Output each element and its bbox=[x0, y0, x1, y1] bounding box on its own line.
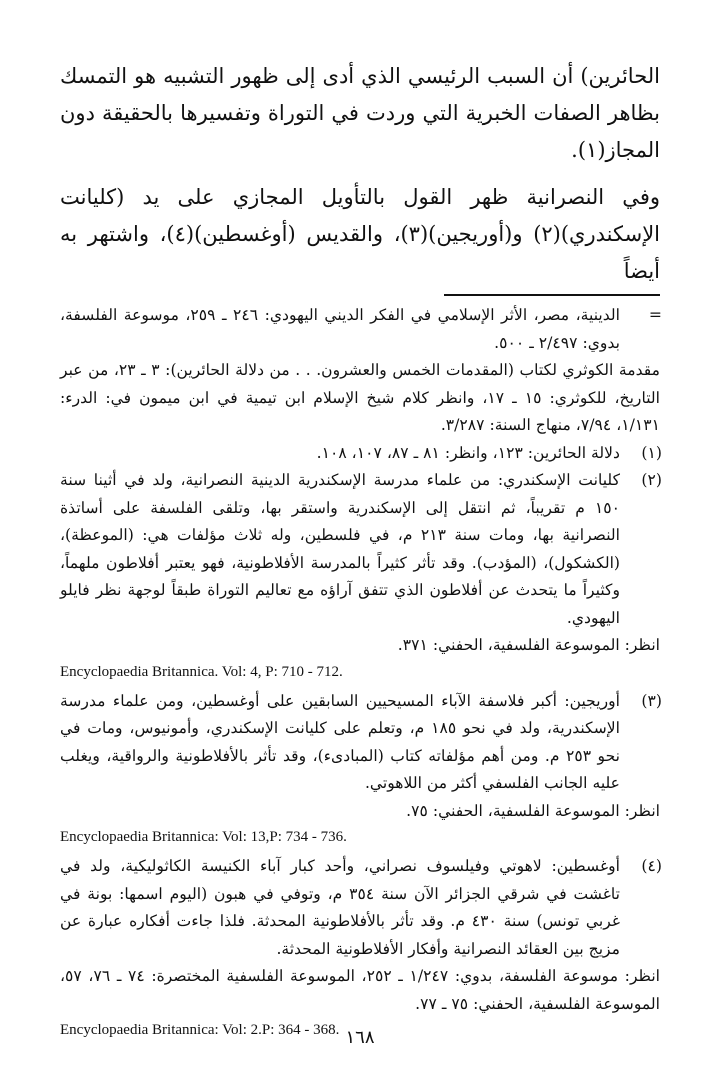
footnote-text: كليانت الإسكندري: من علماء مدرسة الإسكندرية الدينية النصرانية، ولد في أثينا سنة ١٥٠ م تقريباً، ثم انتقل إلى الإسكندرية واستقر بها، وتلقى الفلسفة على أساتذة النصرانية بها، ومات سنة ٢١٣ م، في فلسطين، وله ثلاث مؤلفات هي: (الموعظة)، (الكشكول)، (المؤدب). وقد تأثر كثيراً بالمدرسة الأفلاطونية، فهو يعتبر أفلاطون ملهماً، وكثيراً ما يتحدث عن أفلاطون الذي تتفق آراؤه مع تعاليم التوراة طبقاً لوجهة نظر فايلو اليهودي. bbox=[60, 471, 620, 627]
footnote-marker: (٣) bbox=[641, 691, 662, 710]
footnote-4-english-reference: Encyclopaedia Britannica: Vol: 2.P: 364 - 368. bbox=[60, 1022, 340, 1038]
footnote-4-reference bbox=[60, 963, 660, 1018]
footnote-3-english-reference: Encyclopaedia Britannica: Vol: 13,P: 734 - 736. bbox=[60, 829, 347, 845]
footnote-2 bbox=[60, 467, 660, 632]
footnote-reference: انظر: موسوعة الفلسفة، بدوي: ١/٢٤٧ ـ ٢٥٢، الموسوعة الفلسفية المختصرة: ٧٤ ـ ٧٦، ٥٧، الموسوعة الفلسفية، الحفني: ٧٥ ـ ٧٧. bbox=[60, 967, 661, 1013]
footnote-4 bbox=[60, 853, 660, 963]
footnote-separator bbox=[444, 294, 660, 296]
footnote-text: أوريجين: أكبر فلاسفة الآباء المسيحيين السابقين على أوغسطين، ومن علماء مدرسة الإسكندرية، ولد في نحو ١٨٥ م، وتعلم على كليانت الإسكندري، وأمونيوس، ومات في نحو ٢٥٣ م. ومن أهم مؤلفاته كتاب (المبادىء)، وقد تأثر بالأفلاطونية والرواقية، ويغلب عليه الجانب الفلسفي أكثر من اللاهوتي. bbox=[60, 691, 620, 792]
footnote-marker: (٢) bbox=[641, 471, 662, 489]
main-text bbox=[60, 58, 660, 290]
footnote-1 bbox=[60, 440, 660, 468]
paragraph-1: الحائرين) أن السبب الرئيسي الذي أدى إلى ظهور التشبيه هو التمسك بظاهر الصفات الخبرية التي وردت في التوراة وتفسيرها بالحقيقة دون المجاز(١). bbox=[60, 64, 660, 162]
footnote-continuation-text-2: مقدمة الكوثري لكتاب (المقدمات الخمس والعشرون. . . من دلالة الحائرين): ٣ ـ ٢٣، من عبر التاريخ، للكوثري: ١٥ ـ ١٧، وانظر كلام شيخ الإسلام ابن تيمية في ابن ميمون في: الدرء: ١/١٣١، ٧/٩٤، منهاج السنة: ٣/٢٨٧. bbox=[60, 361, 661, 434]
page-number: ١٦٨ bbox=[345, 1027, 375, 1048]
footnote-3-reference bbox=[60, 798, 660, 826]
footnote-reference: انظر: الموسوعة الفلسفية، الحفني: ٣٧١. bbox=[397, 636, 660, 654]
footnote-continuation-marker: = bbox=[648, 306, 662, 324]
paragraph-2: وفي النصرانية ظهر القول بالتأويل المجازي على يد (كليانت الإسكندري)(٢) و(أوريجين)(٣)، والقديس (أوغسطين)(٤)، واشتهر به أيضاً bbox=[60, 185, 660, 283]
footnote-2-english-reference: Encyclopaedia Britannica. Vol: 4, P: 710 - 712. bbox=[60, 663, 343, 680]
footnote-reference: انظر: الموسوعة الفلسفية، الحفني: ٧٥. bbox=[406, 801, 660, 820]
footnote-marker: (٤) bbox=[641, 857, 662, 875]
footnote-3 bbox=[60, 688, 660, 798]
footnote-continuation-text: الدينية، مصر، الأثر الإسلامي في الفكر الديني اليهودي: ٢٤٦ ـ ٢٥٩، موسوعة الفلسفة، بدوي: ٢/٤٩٧ ـ ٥٠٠. bbox=[60, 306, 621, 352]
footnote-continuation-1 bbox=[60, 302, 660, 357]
footnote-2-reference bbox=[60, 632, 660, 660]
footnote-marker: (١) bbox=[641, 443, 662, 462]
footnote-text: دلالة الحائرين: ١٢٣، وانظر: ٨١ ـ ٨٧، ١٠٧، ١٠٨. bbox=[316, 443, 620, 462]
footnote-continuation-2 bbox=[60, 357, 660, 440]
document-page bbox=[60, 58, 660, 1048]
footnote-text: أوغسطين: لاهوتي وفيلسوف نصراني، وأحد كبار آباء الكنيسة الكاثوليكية، ولد في تاغشت في شرقي الجزائر الآن سنة ٣٥٤ م، وتوفي في هبون (اليوم اسمها: بونة في غربي تونس) سنة ٤٣٠ م. وقد تأثر بالأفلاطونية المحدثة. فلذا جاءت أفكاره عبارة عن مزيج بين العقائد النصرانية وأفكار الأفلاطونية المحدثة. bbox=[60, 857, 620, 958]
